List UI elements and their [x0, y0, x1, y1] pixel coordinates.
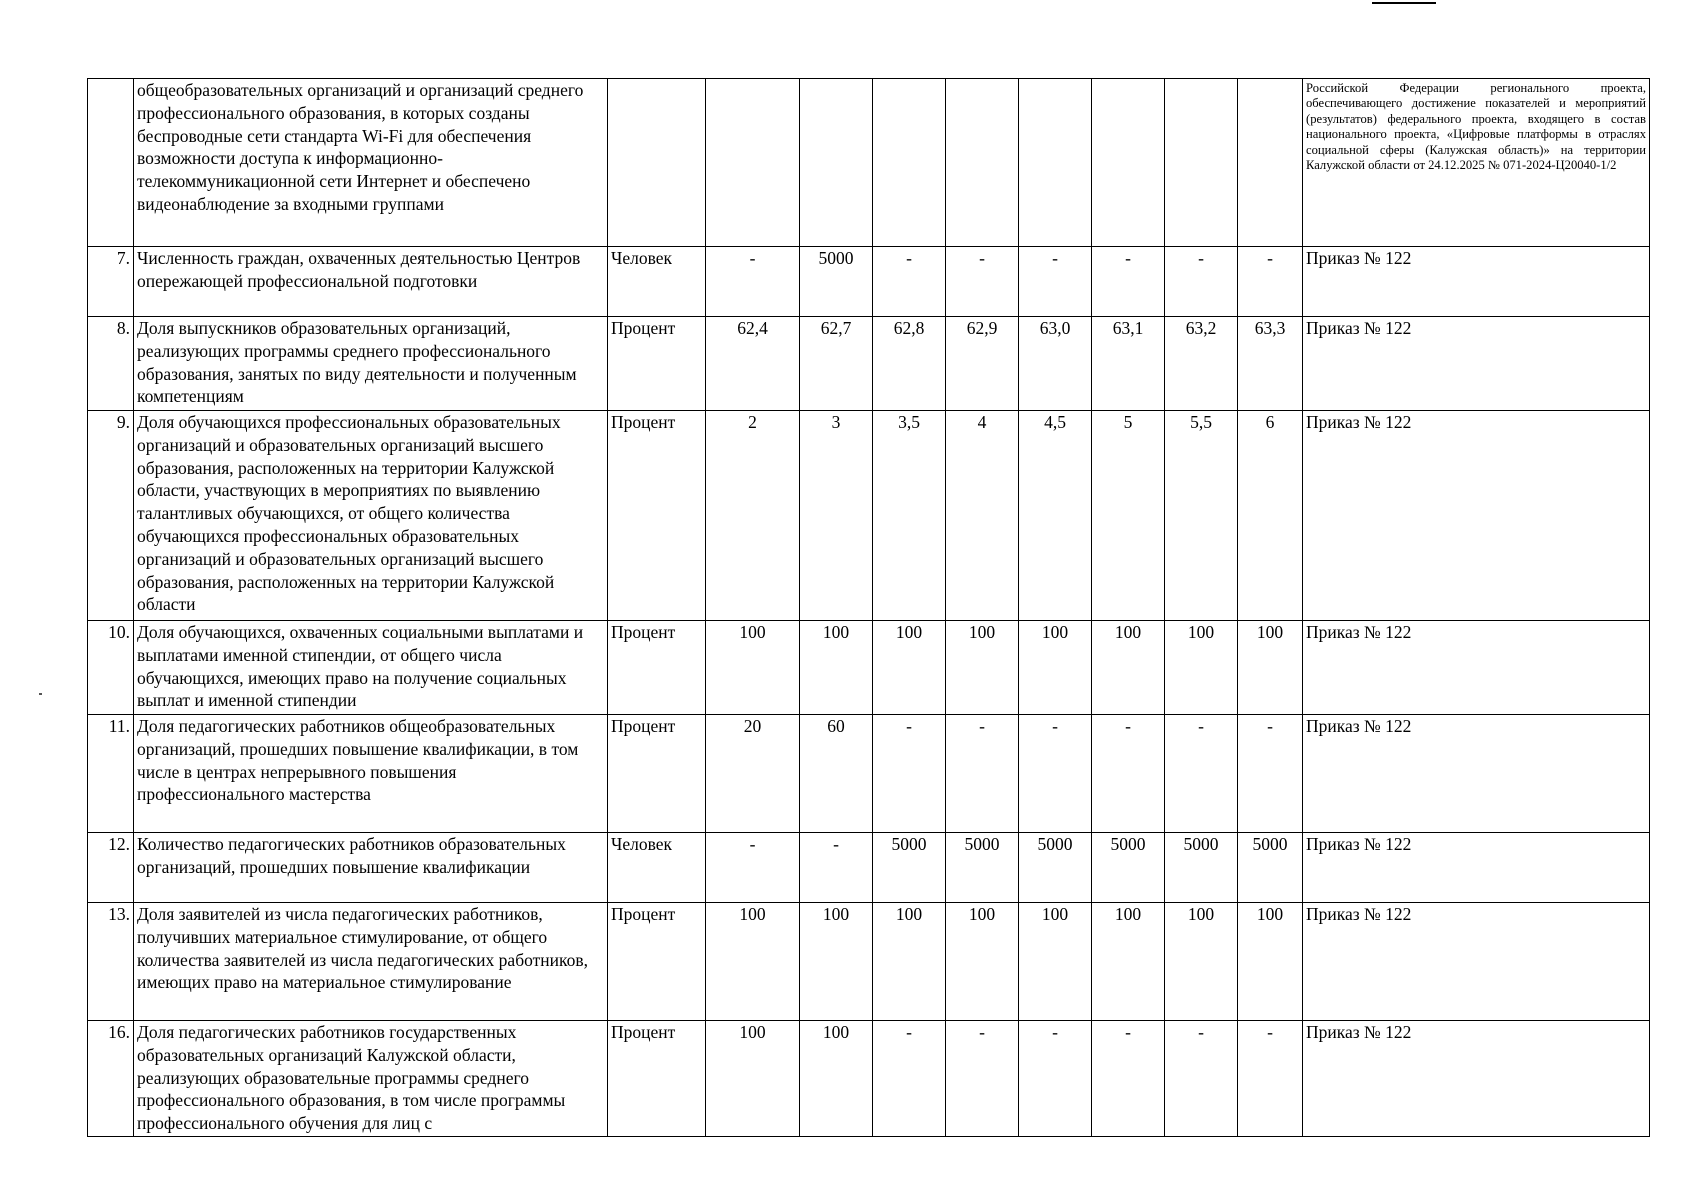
value-cell: - [946, 715, 1019, 833]
value-cell: 5 [1092, 411, 1165, 621]
row-number: 11. [88, 715, 134, 833]
value-cell: 100 [800, 621, 873, 715]
row-number: 10. [88, 621, 134, 715]
value-cell: 62,8 [873, 317, 946, 411]
value-cell [873, 79, 946, 247]
value-cell: 5000 [1238, 833, 1303, 903]
value-cell: 5000 [1165, 833, 1238, 903]
table-row [88, 621, 1650, 715]
value-cell: 100 [706, 1021, 800, 1137]
basis-document: Приказ № 122 [1303, 1021, 1650, 1137]
value-cell: 100 [1238, 903, 1303, 1021]
value-cell: - [706, 833, 800, 903]
value-cell: 4 [946, 411, 1019, 621]
value-cell: 100 [873, 903, 946, 1021]
table-row [88, 411, 1650, 621]
value-cell [1165, 79, 1238, 247]
value-cell: 62,7 [800, 317, 873, 411]
value-cell: - [873, 715, 946, 833]
table-row [88, 903, 1650, 1021]
indicator-name: Количество педагогических работников образовательных организаций, прошедших повышение квалификации [134, 833, 608, 903]
value-cell: 100 [800, 903, 873, 1021]
indicator-name: Численность граждан, охваченных деятельностью Центров опережающей профессиональной подготовки [134, 247, 608, 317]
value-cell: 100 [946, 621, 1019, 715]
unit-of-measure: Процент [608, 903, 706, 1021]
value-cell: 63,2 [1165, 317, 1238, 411]
value-cell: - [873, 1021, 946, 1137]
value-cell [946, 79, 1019, 247]
basis-document: Приказ № 122 [1303, 833, 1650, 903]
basis-document: Приказ № 122 [1303, 621, 1650, 715]
basis-document: Приказ № 122 [1303, 903, 1650, 1021]
value-cell: 63,1 [1092, 317, 1165, 411]
scan-mark [39, 693, 42, 695]
value-cell: 100 [1165, 903, 1238, 1021]
value-cell: 20 [706, 715, 800, 833]
value-cell: - [873, 247, 946, 317]
table-row [88, 833, 1650, 903]
value-cell: 5000 [800, 247, 873, 317]
table-row [88, 317, 1650, 411]
value-cell: - [1019, 715, 1092, 833]
indicator-name: Доля выпускников образовательных организаций, реализующих программы среднего профессионального образования, занятых по виду деятельности и полученным компетенциям [134, 317, 608, 411]
value-cell: 6 [1238, 411, 1303, 621]
basis-document: Приказ № 122 [1303, 411, 1650, 621]
row-number: 9. [88, 411, 134, 621]
value-cell: 100 [1092, 621, 1165, 715]
value-cell: 63,0 [1019, 317, 1092, 411]
row-number: 12. [88, 833, 134, 903]
value-cell: 5000 [1092, 833, 1165, 903]
value-cell: - [1238, 247, 1303, 317]
table-row [88, 247, 1650, 317]
basis-document: Приказ № 122 [1303, 247, 1650, 317]
value-cell: 62,9 [946, 317, 1019, 411]
value-cell: 62,4 [706, 317, 800, 411]
table-row [88, 1021, 1650, 1137]
indicator-name: общеобразовательных организаций и организаций среднего профессионального образования, в которых созданы беспроводные сети стандарта Wi-Fi для обеспечения возможности доступа к информационно-телекоммуникационной сети Интернет и обеспечено видеонаблюдение за входными группами [134, 79, 608, 247]
value-cell: 3 [800, 411, 873, 621]
unit-of-measure: Человек [608, 247, 706, 317]
value-cell: - [946, 247, 1019, 317]
unit-of-measure [608, 79, 706, 247]
value-cell: - [706, 247, 800, 317]
value-cell: 60 [800, 715, 873, 833]
value-cell: - [1165, 1021, 1238, 1137]
unit-of-measure: Процент [608, 317, 706, 411]
indicator-name: Доля обучающихся, охваченных социальными выплатами и выплатами именной стипендии, от общего числа обучающихся, имеющих право на получение социальных выплат и именной стипендии [134, 621, 608, 715]
value-cell: - [1238, 1021, 1303, 1137]
value-cell: - [1165, 247, 1238, 317]
value-cell: 100 [800, 1021, 873, 1137]
value-cell: 2 [706, 411, 800, 621]
value-cell [1092, 79, 1165, 247]
value-cell: - [1165, 715, 1238, 833]
indicator-name: Доля педагогических работников государственных образовательных организаций Калужской области, реализующих образовательные программы среднего профессионального образования, в том числе программы профессионального обучения для лиц с [134, 1021, 608, 1137]
value-cell: 100 [1165, 621, 1238, 715]
unit-of-measure: Процент [608, 715, 706, 833]
row-number: 7. [88, 247, 134, 317]
value-cell [1019, 79, 1092, 247]
table-row [88, 715, 1650, 833]
value-cell: - [1019, 247, 1092, 317]
value-cell: - [946, 1021, 1019, 1137]
value-cell: 5000 [1019, 833, 1092, 903]
value-cell: 100 [1019, 903, 1092, 1021]
value-cell: 63,3 [1238, 317, 1303, 411]
indicator-name: Доля заявителей из числа педагогических работников, получивших материальное стимулирование, от общего количества заявителей из числа педагогических работников, имеющих право на материальное стимулирование [134, 903, 608, 1021]
value-cell: - [1092, 1021, 1165, 1137]
unit-of-measure: Человек [608, 833, 706, 903]
value-cell: 5000 [873, 833, 946, 903]
row-number [88, 79, 134, 247]
table-row [88, 79, 1650, 247]
value-cell [706, 79, 800, 247]
value-cell: 100 [1019, 621, 1092, 715]
indicator-name: Доля обучающихся профессиональных образовательных организаций и образовательных организаций высшего образования, расположенных на территории Калужской области, участвующих в мероприятиях по выявлению талантливых обучающихся, от общего количества обучающихся профессиональных образовательных организаций и образовательных организаций высшего образования, расположенных на территории Калужской области [134, 411, 608, 621]
value-cell: - [1019, 1021, 1092, 1137]
value-cell [1238, 79, 1303, 247]
indicators-table [87, 78, 1650, 1137]
value-cell: - [800, 833, 873, 903]
value-cell: 100 [946, 903, 1019, 1021]
value-cell: 5,5 [1165, 411, 1238, 621]
value-cell: 4,5 [1019, 411, 1092, 621]
basis-document: Приказ № 122 [1303, 715, 1650, 833]
unit-of-measure: Процент [608, 621, 706, 715]
value-cell: 100 [1238, 621, 1303, 715]
top-rule [1372, 2, 1436, 4]
row-number: 8. [88, 317, 134, 411]
unit-of-measure: Процент [608, 411, 706, 621]
unit-of-measure: Процент [608, 1021, 706, 1137]
value-cell: 100 [706, 621, 800, 715]
row-number: 16. [88, 1021, 134, 1137]
row-number: 13. [88, 903, 134, 1021]
value-cell: - [1092, 247, 1165, 317]
value-cell: 100 [873, 621, 946, 715]
value-cell: 3,5 [873, 411, 946, 621]
value-cell: 5000 [946, 833, 1019, 903]
basis-document: Российской Федерации регионального проекта, обеспечивающего достижение показателей и мероприятий (результатов) федерального проекта, входящего в состав национального проекта, «Цифровые платформы в отраслях социальной сферы (Калужская область)» на территории Калужской области от 24.12.2025 № 071-2024-Ц20040-1/2 [1303, 79, 1650, 247]
value-cell [800, 79, 873, 247]
value-cell: - [1238, 715, 1303, 833]
value-cell: 100 [706, 903, 800, 1021]
indicator-name: Доля педагогических работников общеобразовательных организаций, прошедших повышение квалификации, в том числе в центрах непрерывного повышения профессионального мастерства [134, 715, 608, 833]
basis-document: Приказ № 122 [1303, 317, 1650, 411]
value-cell: - [1092, 715, 1165, 833]
value-cell: 100 [1092, 903, 1165, 1021]
indicators-table-body [88, 79, 1650, 1137]
